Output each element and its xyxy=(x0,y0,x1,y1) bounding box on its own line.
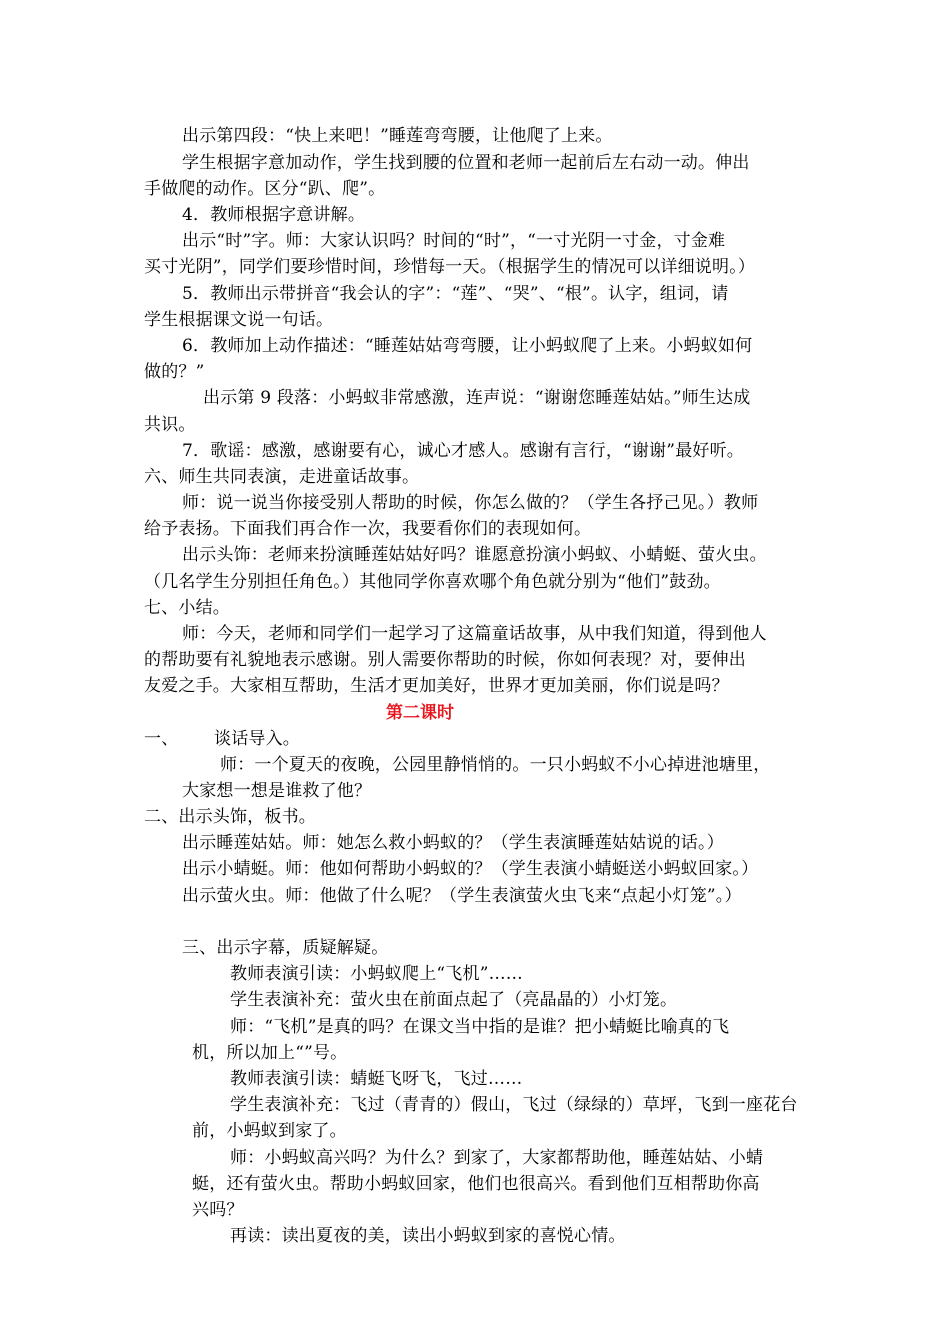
paragraph-line: 蜓，还有萤火虫。帮助小蚂蚁回家，他们也很高兴。看到他们互相帮助你高 xyxy=(192,1174,760,1194)
paragraph-line: 学生表演补充：飞过（青青的）假山，飞过（绿绿的）草坪，飞到一座花台 xyxy=(230,1095,798,1115)
paragraph-line: 的帮助要有礼貌地表示感谢。别人需要你帮助的时候，你如何表现？对，要伸出 xyxy=(144,650,746,670)
section-heading-six: 六、师生共同表演，走进童话故事。 xyxy=(144,467,420,487)
paragraph-line: 学生表演补充：萤火虫在前面点起了（亮晶晶的）小灯笼。 xyxy=(230,990,678,1010)
paragraph-line: 教师表演引读：小蚂蚁爬上“飞机”…… xyxy=(230,964,523,984)
paragraph-line: 4．教师根据字意讲解。 xyxy=(182,205,366,225)
paragraph-line: 出示第 9 段落：小蚂蚁非常感激，连声说：“谢谢您睡莲姑姑。”师生达成 xyxy=(203,388,751,408)
paragraph-line: 教师表演引读：蜻蜓飞呀飞，飞过…… xyxy=(230,1069,523,1089)
paragraph-line: 兴吗？ xyxy=(192,1200,244,1220)
paragraph-line: 5．教师出示带拼音“我会认的字”：“莲”、“哭”、“根”。认字，组词，请 xyxy=(182,284,729,304)
paragraph-line: 共识。 xyxy=(144,415,196,435)
paragraph-line: 出示第四段：“快上来吧！”睡莲弯弯腰，让他爬了上来。 xyxy=(182,126,613,146)
paragraph-line: 再读：读出夏夜的美，读出小蚂蚁到家的喜悦心情。 xyxy=(230,1226,626,1246)
section-heading-two: 二、出示头饰，板书。 xyxy=(144,807,316,827)
paragraph-line: 友爱之手。大家相互帮助，生活才更加美好，世界才更加美丽，你们说是吗？ xyxy=(144,676,729,696)
paragraph-line: 师：一个夏天的夜晚，公园里静悄悄的。一只小蚂蚁不小心掉进池塘里， xyxy=(220,755,771,775)
paragraph-line: 前，小蚂蚁到家了。 xyxy=(192,1121,347,1141)
paragraph-line: 大家想一想是谁救了他？ xyxy=(182,781,372,801)
paragraph-line: 学生根据课文说一句话。 xyxy=(144,310,334,330)
paragraph-line: 师：“飞机”是真的吗？在课文当中指的是谁？把小蜻蜓比喻真的飞 xyxy=(230,1017,730,1037)
paragraph-line: （几名学生分别担任角色。）其他同学你喜欢哪个角色就分别为“他们”鼓劲。 xyxy=(144,572,721,592)
paragraph-line: 学生根据字意加动作，学生找到腰的位置和老师一起前后左右动一动。伸出 xyxy=(182,153,750,173)
paragraph-line: 师：小蚂蚁高兴吗？为什么？到家了，大家都帮助他，睡莲姑姑、小蜻 xyxy=(230,1148,764,1168)
paragraph-line: 出示“时”字。师：大家认识吗？时间的“时”，“一寸光阴一寸金，寸金难 xyxy=(182,231,726,251)
paragraph-line: 师：说一说当你接受别人帮助的时候，你怎么做的？（学生各抒己见。）教师 xyxy=(182,493,759,513)
section-heading-seven: 七、小结。 xyxy=(144,598,230,618)
paragraph-line: 手做爬的动作。区分“趴、爬”。 xyxy=(144,179,386,199)
lesson-heading: 第二课时 xyxy=(386,703,454,723)
paragraph-line: 机，所以加上“”号。 xyxy=(192,1043,348,1063)
paragraph-line: 7．歌谣：感激，感谢要有心，诚心才感人。感谢有言行，“谢谢”最好听。 xyxy=(182,441,744,461)
paragraph-line: 买寸光阴”，同学们要珍惜时间，珍惜每一天。（根据学生的情况可以详细说明。） xyxy=(144,257,756,277)
paragraph-line: 出示萤火虫。师：他做了什么呢？（学生表演萤火虫飞来“点起小灯笼”。） xyxy=(182,886,742,906)
paragraph-line: 做的？” xyxy=(144,362,205,382)
section-heading-three: 三、出示字幕，质疑解疑。 xyxy=(182,938,389,958)
section-heading-one: 谈话导入。 xyxy=(214,729,300,749)
paragraph-line: 6．教师加上动作描述：“睡莲姑姑弯弯腰，让小蚂蚁爬了上来。小蚂蚁如何 xyxy=(182,336,753,356)
paragraph-line: 出示小蜻蜓。师：他如何帮助小蚂蚁的？（学生表演小蜻蜓送小蚂蚁回家。） xyxy=(182,859,759,879)
paragraph-line: 给予表扬。下面我们再合作一次，我要看你们的表现如何。 xyxy=(144,519,592,539)
paragraph-line: 师：今天，老师和同学们一起学习了这篇童话故事，从中我们知道，得到他人 xyxy=(182,624,767,644)
section-number-one: 一、 xyxy=(144,729,179,749)
paragraph-line: 出示睡莲姑姑。师：她怎么救小蚂蚁的？（学生表演睡莲姑姑说的话。） xyxy=(182,833,724,853)
paragraph-line: 出示头饰：老师来扮演睡莲姑姑好吗？谁愿意扮演小蚂蚁、小蜻蜓、萤火虫。 xyxy=(182,545,767,565)
